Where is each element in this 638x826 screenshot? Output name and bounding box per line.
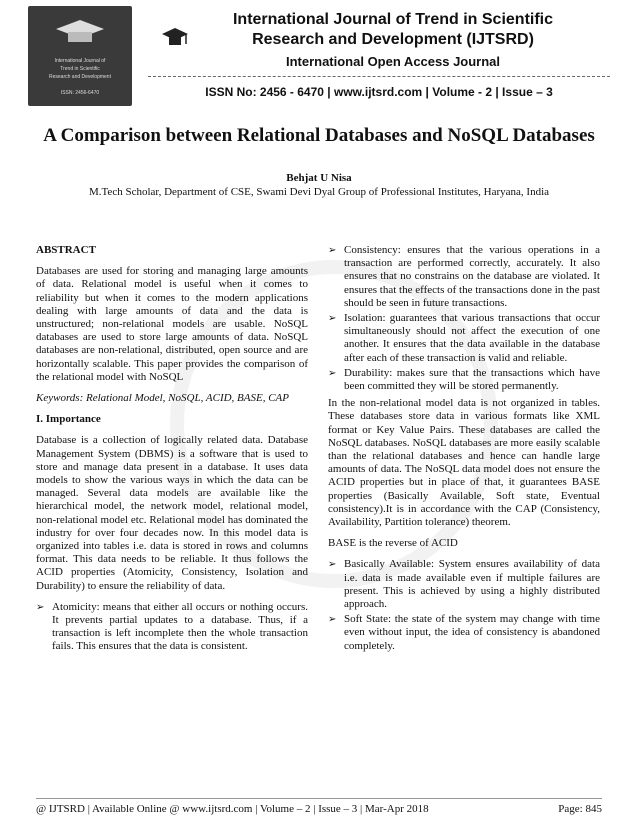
abstract-text: Databases are used for storing and managing large amounts of data. Relational model is useful when it comes to reliability but when it comes to the modern applications dealing with large amounts of data and the data is unstructured; non-relational models are usable. NoSQL databases are used to store large amounts of data. NoSQL databases are non-relational, distributed, open source and are horizontally scalable. This paper provides the comparison of the relational model with NoSQL xyxy=(36,265,308,383)
bullet-atomicity xyxy=(36,601,308,654)
journal-header xyxy=(28,6,610,106)
arrow-bullet-icon: ➢ xyxy=(328,367,337,379)
durability-text: Durability: makes sure that the transactions which have been committed they will be stored permanently. xyxy=(344,366,600,393)
soft-state-text: Soft State: the state of the system may change with time even without input, the idea of consistency is abandoned completely. xyxy=(344,613,600,652)
abstract-heading: ABSTRACT xyxy=(36,244,96,256)
logo-text-2: Trend in Scientific xyxy=(60,66,100,72)
basically-available-text: Basically Available: System ensures availability of data i.e. data is made available even if multiple failures are present. This is achieved by using a highly distributed approach. xyxy=(344,558,600,611)
journal-title-line1: International Journal of Trend in Scientific xyxy=(232,11,554,28)
keywords-text: : Relational Model, NoSQL, ACID, BASE, CAP xyxy=(79,392,289,405)
base-text: BASE is the reverse of ACID xyxy=(328,537,458,550)
journal-title xyxy=(178,10,608,50)
journal-title-line2: Research and Development (IJTSRD) xyxy=(252,31,534,48)
isolation-text: Isolation: guarantees that various transactions that occur simultaneously should not affect the execution of one another. It ensures that the data available in the database after each of these transaction is valid and reliable. xyxy=(344,312,600,364)
journal-subtitle: International Open Access Journal xyxy=(285,54,501,69)
arrow-bullet-icon: ➢ xyxy=(328,559,337,571)
atomicity-text: Atomicity: means that either all occurs or nothing occurs. It prevents partial updates to a database. Thus, if a transaction is left incomplete then the whole transaction fails. This ensures that the data is consistent. xyxy=(52,600,308,653)
bullet-soft-state xyxy=(328,613,600,653)
importance-heading: I. Importance xyxy=(36,413,101,426)
bullet-durability xyxy=(328,367,600,393)
arrow-bullet-icon: ➢ xyxy=(36,601,45,613)
non-relational-text: In the non-relational model data is not organized in tables. These databases store data in various formats like XML format or Key Value Pairs. These databases are called the NoSQL databases. NoSQL databases are more easily scalable than the relational databases and hence can handle large amounts of data. The NoSQL data model does not ensure the ACID properties but in place of that, it guarantees BASE properties (Basically Available, Soft state, Eventual consistency).It is in accordance with the CAP (Consistency, Availability, Partition tolerance) theorem. xyxy=(328,397,600,529)
paper-title: A Comparison between Relational Databases and NoSQL Databases xyxy=(43,125,595,146)
author-affiliation: M.Tech Scholar, Department of CSE, Swami Devi Dyal Group of Professional Institutes, Haryana, India xyxy=(88,186,550,198)
logo-text-4: ISSN: 2456-6470 xyxy=(60,90,100,96)
arrow-bullet-icon: ➢ xyxy=(328,614,337,626)
bullet-isolation xyxy=(328,312,600,365)
bullet-basically-available xyxy=(328,558,600,611)
graduation-cap-icon xyxy=(56,20,104,44)
arrow-bullet-icon: ➢ xyxy=(328,245,337,256)
right-column xyxy=(328,244,600,655)
page-number: Page: 845 xyxy=(558,803,602,815)
header-divider xyxy=(148,76,610,77)
footer-citation: @ IJTSRD | Available Online @ www.ijtsrd.com | Volume – 2 | Issue – 3 | Mar-Apr 2018 xyxy=(36,803,429,815)
page-footer xyxy=(36,798,602,815)
arrow-bullet-icon: ➢ xyxy=(328,313,337,325)
importance-text: Database is a collection of logically related data. Database Management System (DBMS) is a software that is used to store and manage data present in a database. It uses data models to show the various ways in which the data can be managed. Several data models are available like the hierarchical model, the network model, relational model, non-relational model etc. Relational model has dominated the industry for over four decades now. In this model data is organized into tables i.e. data is stored in rows and columns format. This data needs to be reliable. It thus follows the ACID properties (Atomicity, Consistency, Isolation and Durability) to ensure the reliability of data. xyxy=(36,434,308,592)
consistency-text: Consistency: ensures that the various operations in a transaction are performed correctly, accurately. It also ensures that no constrains on the database are violated. It ensures that the effects of the transactions done in the past should be seen in future transactions. xyxy=(344,244,600,309)
keywords xyxy=(36,392,308,405)
author-name: Behjat U Nisa xyxy=(286,172,352,184)
keywords-label: Keywords xyxy=(36,392,80,405)
journal-logo xyxy=(28,6,132,106)
bullet-consistency xyxy=(328,244,600,310)
journal-meta: ISSN No: 2456 - 6470 | www.ijtsrd.com | Volume - 2 | Issue – 3 xyxy=(205,85,553,99)
logo-text-3: Research and Development xyxy=(49,74,111,80)
left-column xyxy=(36,244,308,656)
logo-text-1: International Journal of xyxy=(54,58,106,64)
